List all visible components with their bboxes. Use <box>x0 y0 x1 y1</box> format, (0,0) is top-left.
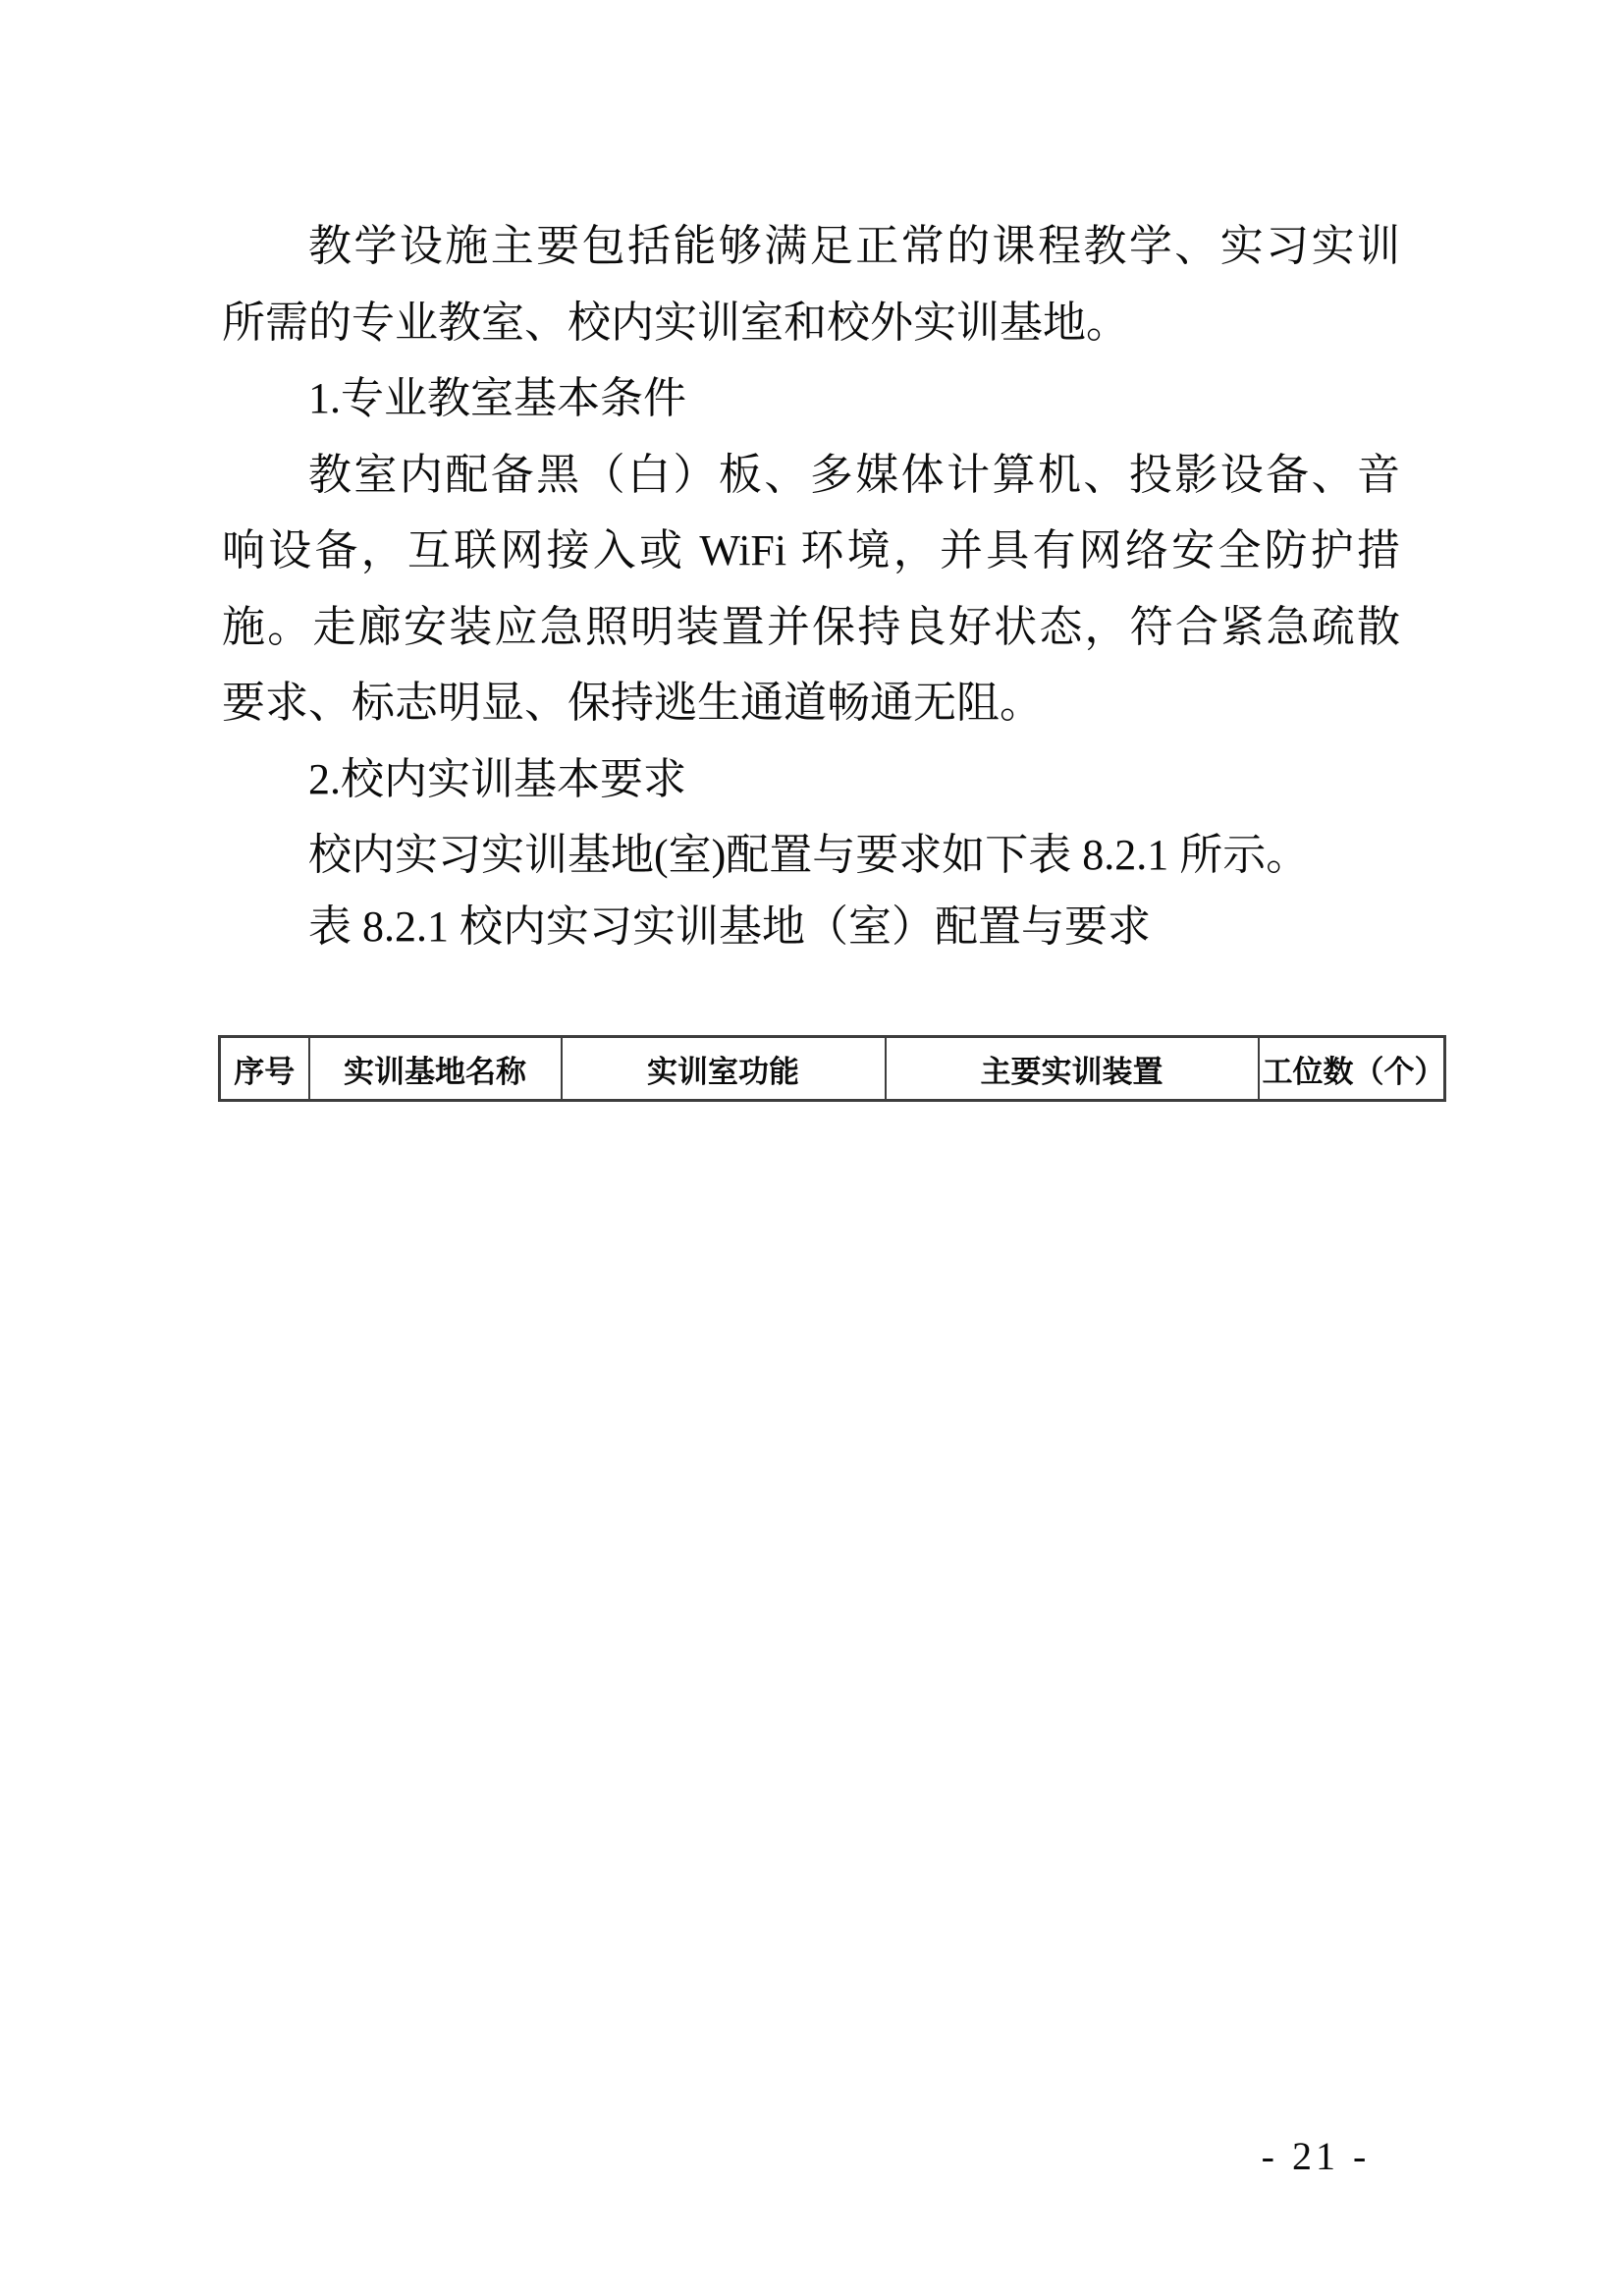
text-line: 所需的专业教室、校内实训室和校外实训基地。 <box>222 298 1129 347</box>
header-cell: 主要实训装置 <box>886 1037 1259 1101</box>
text-line: 1.专业教室基本条件 <box>308 374 686 422</box>
text-line: 响设备，互联网接入或 WiFi 环境，并具有网络安全防护措 <box>222 526 1400 574</box>
text-line: 施。走廊安装应急照明装置并保持良好状态，符合紧急疏散 <box>222 602 1400 651</box>
table-header-row <box>220 1037 1445 1101</box>
header-cell: 工位数（个） <box>1259 1037 1445 1101</box>
text-line: 2.校内实训基本要求 <box>308 754 686 803</box>
header-cell: 实训室功能 <box>562 1037 886 1101</box>
text-line: 教室内配备黑（白）板、多媒体计算机、投影设备、音 <box>308 450 1400 499</box>
table-caption: 表 8.2.1 校内实习实训基地（室）配置与要求 <box>308 902 1151 951</box>
text-line: 校内实习实训基地(室)配置与要求如下表 8.2.1 所示。 <box>308 831 1310 879</box>
header-cell: 实训基地名称 <box>309 1037 562 1101</box>
header-cell: 序号 <box>220 1037 309 1101</box>
body-text <box>222 208 1400 894</box>
training-base-table <box>218 1035 1446 1102</box>
text-line: 要求、标志明显、保持逃生通道畅通无阻。 <box>222 679 1043 727</box>
page-number: - 21 - <box>1261 2134 1371 2178</box>
text-line: 教学设施主要包括能够满足正常的课程教学、实习实训 <box>308 222 1400 270</box>
